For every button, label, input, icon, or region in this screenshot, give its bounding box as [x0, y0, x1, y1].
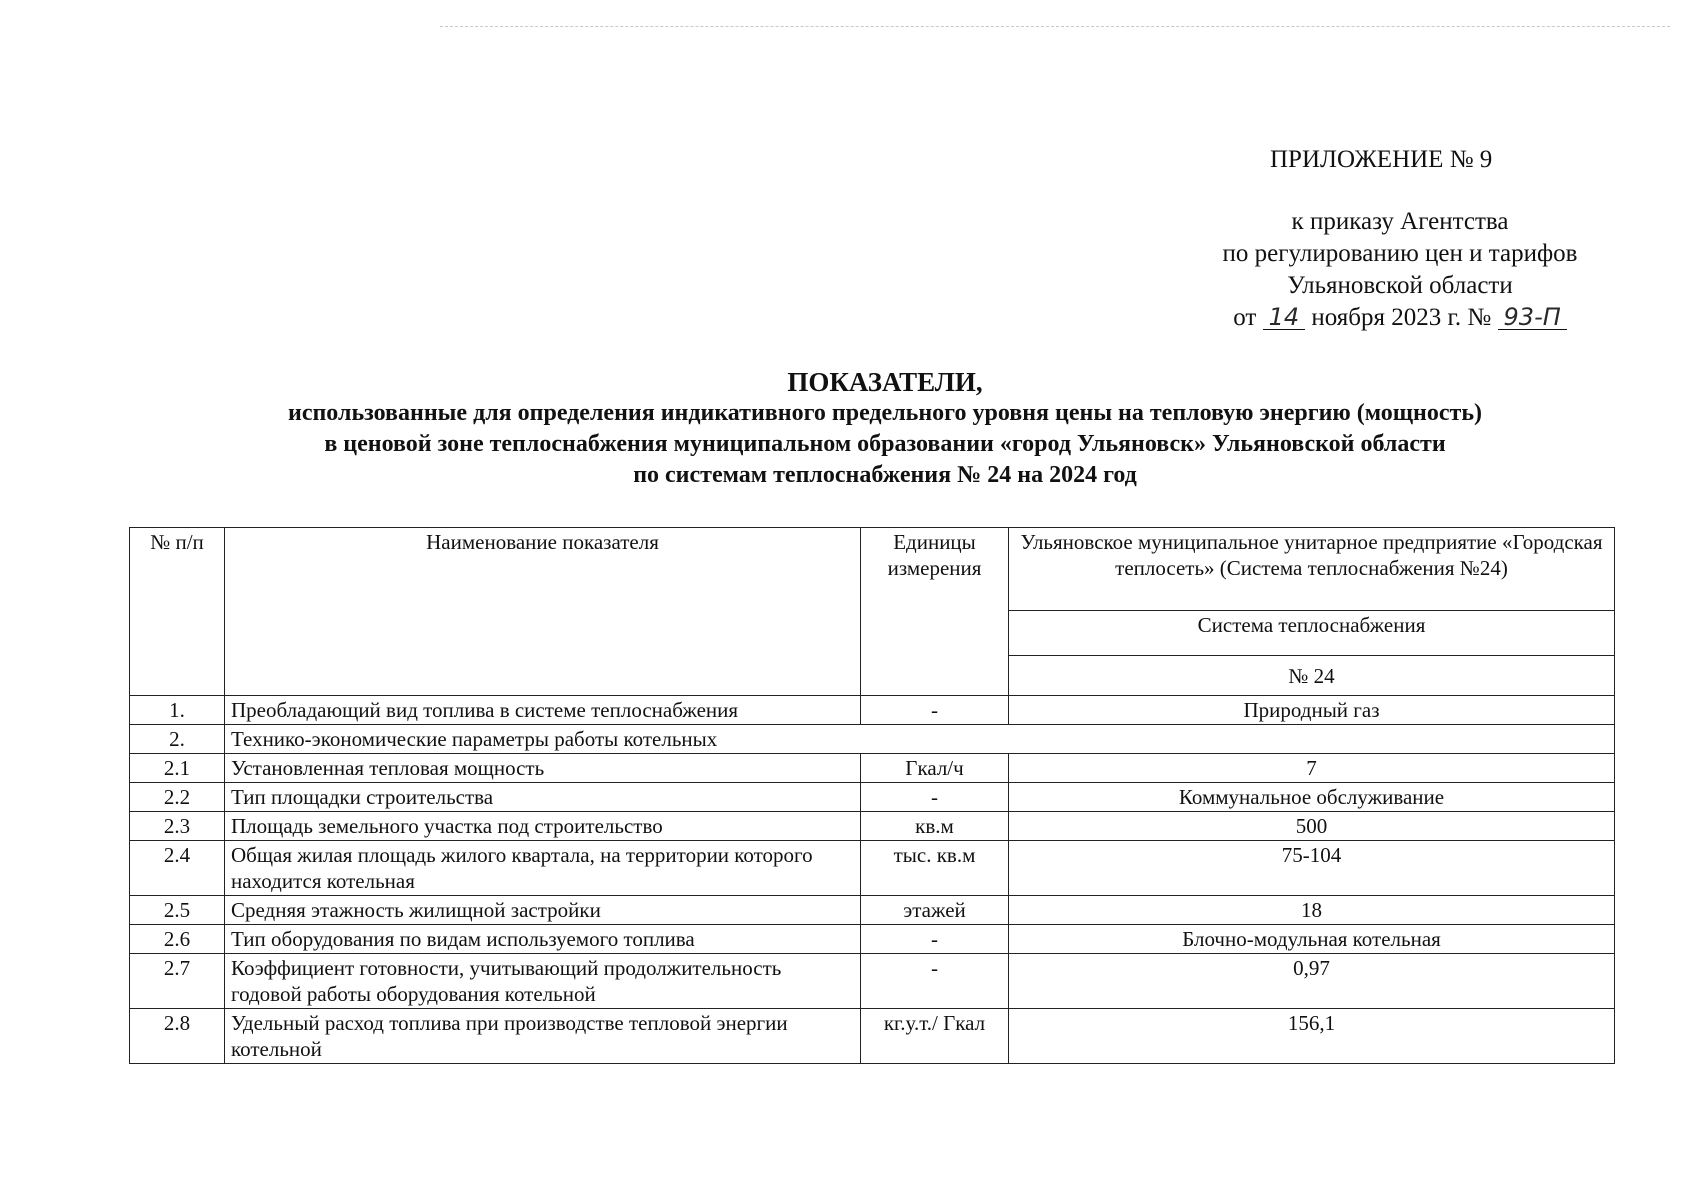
header-unit: Единицы измерения — [861, 528, 1009, 696]
row-name: Общая жилая площадь жилого квартала, на территории которого находится котельная — [225, 841, 861, 896]
handwritten-day: 14 — [1263, 305, 1306, 330]
row-unit: Гкал/ч — [861, 754, 1009, 783]
row-unit: кг.у.т./ Гкал — [861, 1009, 1009, 1064]
header-row — [130, 528, 1615, 611]
row-name: Тип оборудования по видам используемого топлива — [225, 925, 861, 954]
row-num: 2.4 — [130, 841, 225, 896]
title-line-3: в ценовой зоне теплоснабжения муниципальном образовании «город Ульяновск» Ульяновской области — [324, 431, 1446, 457]
row-unit: этажей — [861, 896, 1009, 925]
table-row — [130, 696, 1615, 725]
order-date-line — [1175, 302, 1625, 334]
row-name: Установленная тепловая мощность — [225, 754, 861, 783]
row-unit: - — [861, 696, 1009, 725]
table-row — [130, 1009, 1615, 1064]
date-prefix: от — [1233, 304, 1257, 331]
header-system: Система теплоснабжения — [1009, 611, 1615, 656]
row-name: Тип площадки строительства — [225, 783, 861, 812]
header-system-num: № 24 — [1009, 656, 1615, 696]
row-unit: - — [861, 783, 1009, 812]
title-line-2: использованные для определения индикативного предельного уровня цены на тепловую энергию (мощность) — [288, 400, 1482, 426]
row-section-title: Технико-экономические параметры работы котельных — [225, 725, 1615, 754]
row-value: 75-104 — [1009, 841, 1615, 896]
row-value: Природный газ — [1009, 696, 1615, 725]
row-value: 500 — [1009, 812, 1615, 841]
row-num: 2.7 — [130, 954, 225, 1009]
row-name: Преобладающий вид топлива в системе теплоснабжения — [225, 696, 861, 725]
row-num: 2.5 — [130, 896, 225, 925]
handwritten-number: 93-П — [1498, 305, 1567, 330]
order-line-2: по регулированию цен и тарифов — [1222, 240, 1578, 267]
row-name: Площадь земельного участка под строительство — [225, 812, 861, 841]
row-unit: кв.м — [861, 812, 1009, 841]
title-line-4: по системам теплоснабжения № 24 на 2024 год — [633, 462, 1137, 488]
row-num: 2.1 — [130, 754, 225, 783]
row-value: 0,97 — [1009, 954, 1615, 1009]
title-line-1: ПОКАЗАТЕЛИ, — [787, 367, 983, 397]
row-num: 2.8 — [130, 1009, 225, 1064]
table-row — [130, 841, 1615, 896]
order-line-1: к приказу Агентства — [1291, 208, 1509, 235]
document-title — [120, 367, 1650, 491]
table-row — [130, 754, 1615, 783]
table-row — [130, 954, 1615, 1009]
header-name: Наименование показателя — [225, 528, 861, 696]
row-value: 7 — [1009, 754, 1615, 783]
table-row — [130, 725, 1615, 754]
table-row — [130, 925, 1615, 954]
row-num: 2. — [130, 725, 225, 754]
row-name: Коэффициент готовности, учитывающий продолжительность годовой работы оборудования котельной — [225, 954, 861, 1009]
order-line-3: Ульяновской области — [1287, 272, 1513, 299]
order-reference — [1175, 206, 1625, 334]
scan-artifact-line — [440, 26, 1670, 27]
row-value: Коммунальное обслуживание — [1009, 783, 1615, 812]
row-name: Удельный расход топлива при производстве тепловой энергии котельной — [225, 1009, 861, 1064]
row-value: 156,1 — [1009, 1009, 1615, 1064]
row-num: 2.3 — [130, 812, 225, 841]
header-num: № п/п — [130, 528, 225, 696]
row-unit: - — [861, 925, 1009, 954]
appendix-title: ПРИЛОЖЕНИЕ № 9 — [1270, 146, 1493, 173]
row-name: Средняя этажность жилищной застройки — [225, 896, 861, 925]
table-row — [130, 896, 1615, 925]
row-num: 2.6 — [130, 925, 225, 954]
row-num: 2.2 — [130, 783, 225, 812]
table-body — [130, 528, 1615, 1064]
row-num: 1. — [130, 696, 225, 725]
header-organization: Ульяновское муниципальное унитарное предприятие «Городская теплосеть» (Система теплоснабжения №24) — [1009, 528, 1615, 611]
table-row — [130, 812, 1615, 841]
date-rest: ноября 2023 г. № — [1311, 304, 1492, 331]
indicators-table — [129, 527, 1615, 1064]
row-unit: - — [861, 954, 1009, 1009]
table-row — [130, 783, 1615, 812]
row-value: Блочно-модульная котельная — [1009, 925, 1615, 954]
row-unit: тыс. кв.м — [861, 841, 1009, 896]
row-value: 18 — [1009, 896, 1615, 925]
